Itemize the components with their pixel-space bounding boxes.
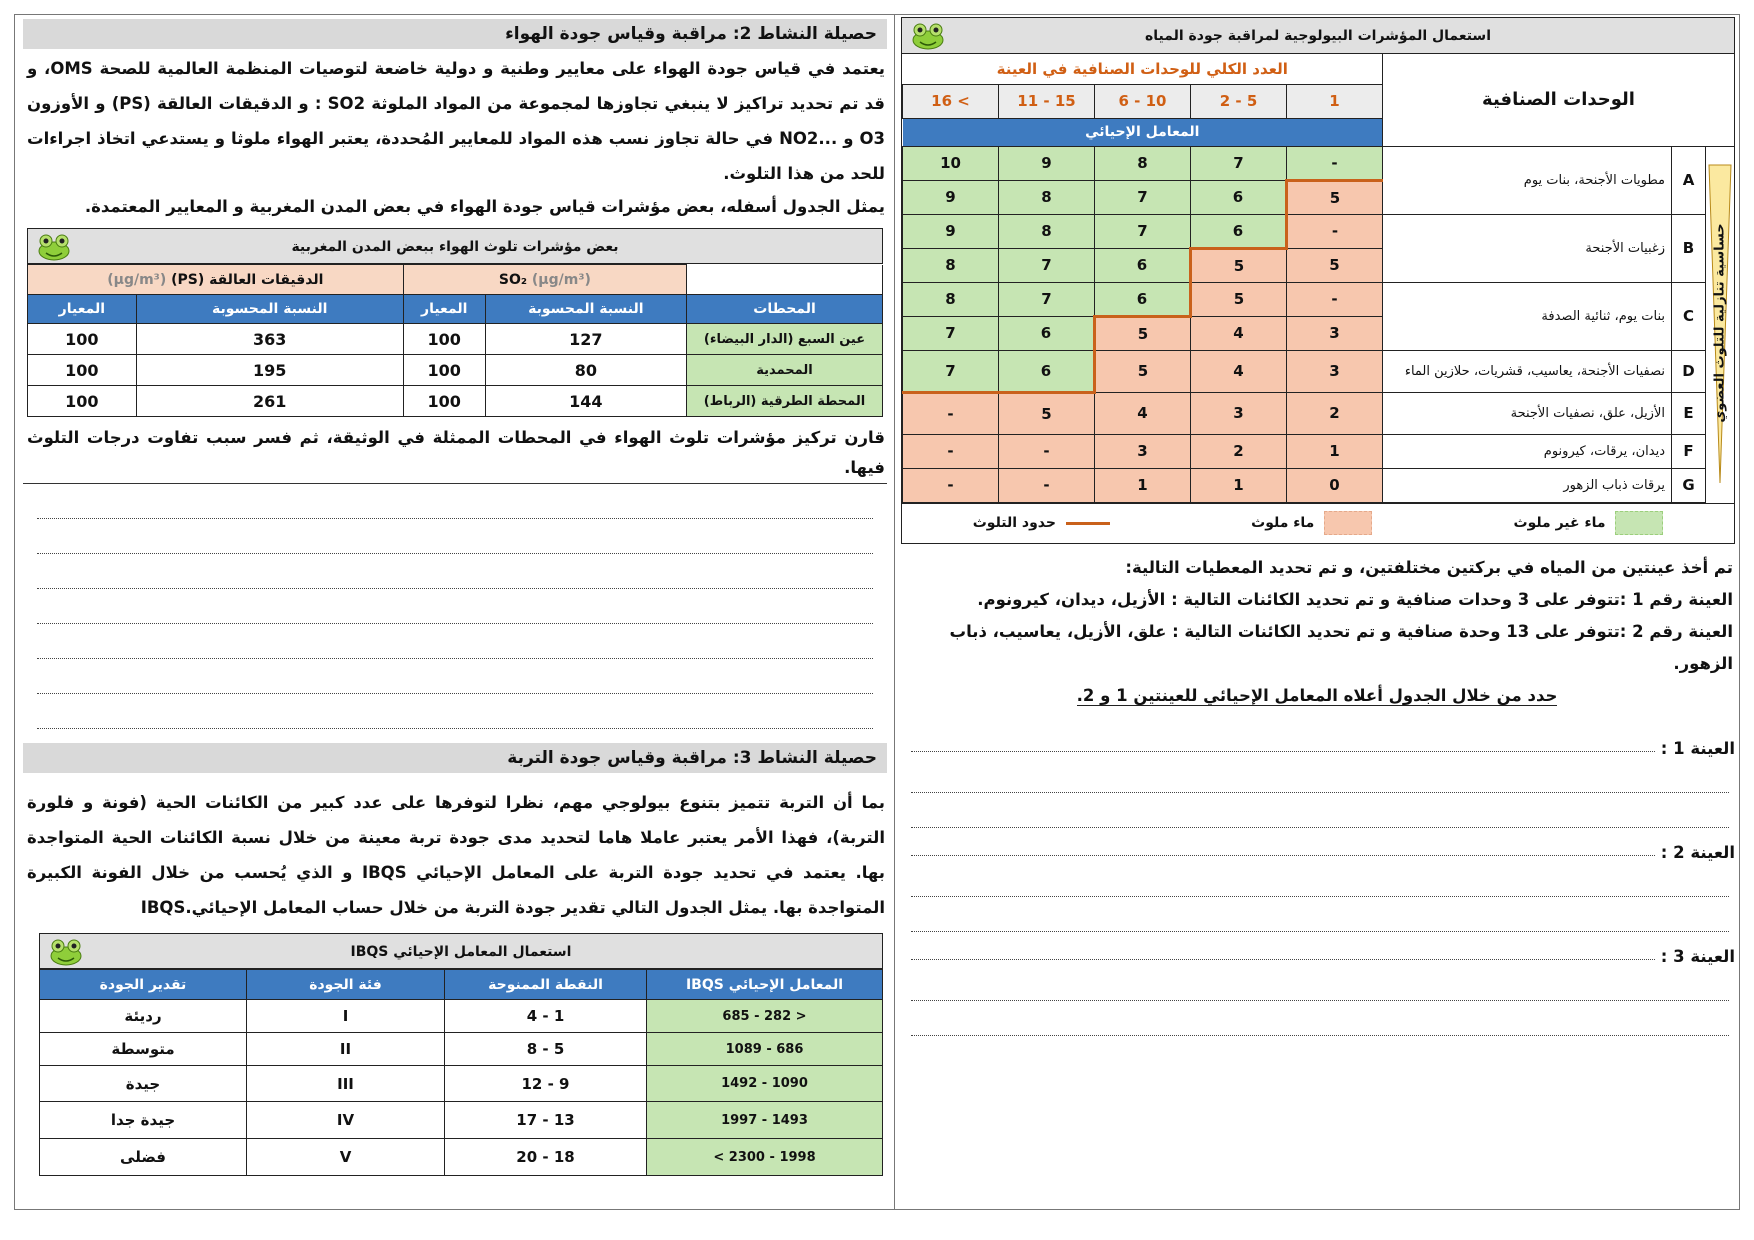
index-cell: 7 [999,248,1095,282]
answer-3-label: العينة 3 : [1660,946,1735,966]
bio-index-table [901,17,1735,544]
samples-answers [901,724,1735,1036]
taxon-name: بنات يوم، ثنائية الصدفة [1383,282,1672,350]
table-row [40,1139,883,1176]
ibqs-range: 686 - 1089 [647,1033,883,1066]
index-cell: 5 [1191,282,1287,316]
index-cell: 8 [903,248,999,282]
quality-header: تقدير الجودة [40,970,247,1000]
points: 18 - 20 [445,1139,647,1176]
sensitivity-arrow [1706,146,1735,502]
so2-unit: (µg/m³) [531,271,591,288]
answer-lines-activity2 [23,484,887,729]
index-cell: 2 [1287,392,1383,434]
legend-clean [1514,511,1664,535]
answer-line[interactable] [911,751,1655,752]
right-column [901,15,1735,1209]
answer-line[interactable] [911,1001,1729,1036]
legend [902,503,1734,543]
table-row [28,386,883,417]
index-cell: - [1287,146,1383,180]
index-cell: 5 [1095,350,1191,392]
quality-rating: جيدة [40,1066,247,1102]
index-cell: 6 [1191,214,1287,248]
frog-icon [34,232,74,262]
total-units-label: العدد الكلي للوحدات الصنافية في العينة [903,54,1383,84]
legend-limit-line [1066,522,1110,525]
left-column [23,15,887,1209]
answer-line[interactable] [911,959,1655,960]
bio-grid [902,54,1734,503]
index-cell: - [999,434,1095,468]
legend-limit-label: حدود التلوث [972,515,1056,531]
index-cell: 1 [1191,468,1287,502]
activity2-question: قارن تركيز مؤشرات تلوث الهواء في المحطات الممثلة في الوثيقة، ثم فسر سبب تفاوت درجات التلوث فيها. [23,423,887,484]
ibqs-table-title [39,933,883,969]
answer-line[interactable] [37,589,873,624]
column-divider [894,15,895,1209]
group-letter: A [1672,146,1706,214]
range-3: 10 - 6 [1095,84,1191,118]
range-5: > 16 [903,84,999,118]
ibqs-table-body [39,969,883,1176]
ibqs-table-title-text: استعمال المعامل الإحيائي IBQS [350,944,572,960]
legend-polluted [1251,511,1372,535]
so2-calc: 144 [485,386,686,417]
blank-header-cell [687,265,883,295]
quality-class: I [247,1000,445,1033]
so2-norm: 100 [403,355,485,386]
index-cell: - [1287,282,1383,316]
units-label: الوحدات الصنافية [1383,54,1735,146]
index-cell: 7 [1095,214,1191,248]
group-letter: E [1672,392,1706,434]
station-name: المحمدية [687,355,883,386]
quality-rating: فضلى [40,1139,247,1176]
answer-line[interactable] [37,484,873,519]
index-cell: 1 [1095,468,1191,502]
bio-table-title [902,18,1734,54]
index-cell: 6 [1191,180,1287,214]
ps-calc: 195 [136,355,403,386]
station-name: المحطة الطرقية (الرباط) [687,386,883,417]
stations-header: المحطات [687,295,883,324]
group-letter: D [1672,350,1706,392]
taxon-name: مطويات الأجنحة، بنات يوم [1383,146,1672,214]
so2-label: SO₂ [498,271,528,288]
answer-1-label: العينة 1 : [1660,738,1735,758]
range-1: 1 [1287,84,1383,118]
index-cell: - [1287,214,1383,248]
frog-icon [46,937,86,967]
biotic-index-label: المعامل الإحيائي [903,118,1383,146]
index-cell: 7 [999,282,1095,316]
taxon-name: نصفيات الأجنحة، يعاسيب، قشريات، حلازين الماء [1383,350,1672,392]
points: 5 - 8 [445,1033,647,1066]
index-cell: 1 [1287,434,1383,468]
index-cell: 7 [1095,180,1191,214]
range-2: 5 - 2 [1191,84,1287,118]
points: 9 - 12 [445,1066,647,1102]
index-cell: 5 [1191,248,1287,282]
taxon-name: يرقات ذباب الزهور [1383,468,1672,502]
activity3-title: حصيلة النشاط 3: مراقبة وقياس جودة التربة [23,743,887,773]
index-cell: 5 [1287,248,1383,282]
index-cell: - [903,434,999,468]
group-letter: F [1672,434,1706,468]
answer-line[interactable] [37,519,873,554]
answer-line[interactable] [37,624,873,659]
table-row [40,1066,883,1102]
worksheet-page [14,14,1740,1210]
air-table-title [27,228,883,264]
quality-rating: رديئة [40,1000,247,1033]
ibqs-header: المعامل الإحيائي IBQS [647,970,883,1000]
group-letter: G [1672,468,1706,502]
activity3-paragraph: بما أن التربة تتميز بتنوع بيولوجي مهم، نظرا لتوفرها على عدد كبير من الكائنات الحية (فونة و فلورة التربة)، فهذا الأمر يعتبر عاملا هاما لتحديد مدى جودة تربة معينة من خلال نسبة الكائنات الحية المتواجدة بها. يعتمد في تحديد جودة التربة على المعامل الإحيائي IBQS و الذي يُحسب من خلال الفونة الكبيرة المتواجدة بها. يمثل الجدول التالي تقدير جودة التربة من خلال حساب المعامل الإحيائي.IBQS [27,793,885,917]
ps-norm: 100 [28,386,137,417]
so2-calc-header: النسبة المحسوبة [485,295,686,324]
index-cell: 9 [999,146,1095,180]
index-cell: - [903,468,999,502]
index-cell: 5 [1095,316,1191,350]
legend-clean-label: ماء غير ملوث [1513,515,1606,531]
index-cell: 9 [903,180,999,214]
air-table-title-text: بعض مؤشرات تلوث الهواء ببعض المدن المغربية [291,239,619,255]
legend-clean-swatch [1615,511,1663,535]
so2-calc: 80 [485,355,686,386]
index-cell: 8 [999,214,1095,248]
so2-norm-header: المعيار [403,295,485,324]
quality-class: III [247,1066,445,1102]
index-cell: 4 [1095,392,1191,434]
bio-table-title-text: استعمال المؤشرات البيولوجية لمراقبة جودة المياه [1144,28,1491,44]
points: 1 - 4 [445,1000,647,1033]
index-cell: 6 [1095,282,1191,316]
index-cell: 7 [903,350,999,392]
sample-1-description: العينة رقم 1 :تتوفر على 3 وحدات صنافية و تم تحديد الكائنات التالية : الأزيل، ديدان، كيرونوم. [977,589,1733,609]
activity2-title: حصيلة النشاط 2: مراقبة وقياس جودة الهواء [23,19,887,49]
index-cell: 6 [999,350,1095,392]
index-cell: 8 [903,282,999,316]
index-cell: 5 [999,392,1095,434]
taxon-name: زغبيات الأجنحة [1383,214,1672,282]
samples-intro: تم أخذ عينتين من المياه في بركتين مختلفتين، و تم تحديد المعطيات التالية: [1125,557,1733,577]
table-row [40,1000,883,1033]
ps-calc-header: النسبة المحسوبة [136,295,403,324]
answer-line[interactable] [911,855,1655,856]
samples-question: حدد من خلال الجدول أعلاه المعامل الإحيائي للعينتين 1 و 2. [1076,685,1558,705]
station-name: عين السبع (الدار البيضاء) [687,324,883,355]
ps-calc: 363 [136,324,403,355]
ps-calc: 261 [136,386,403,417]
air-quality-table [27,228,883,417]
index-cell: 3 [1191,392,1287,434]
quality-rating: جيدة جدا [40,1102,247,1139]
index-cell: 0 [1287,468,1383,502]
answer-line[interactable] [911,758,1729,793]
answer-line[interactable] [37,554,873,589]
taxon-name: ديدان، يرقات، كيرونوم [1383,434,1672,468]
class-header: فئة الجودة [247,970,445,1000]
index-cell: 9 [903,214,999,248]
group-letter: B [1672,214,1706,282]
answer-line[interactable] [911,897,1729,932]
so2-norm: 100 [403,324,485,355]
air-table [27,264,883,417]
index-cell: - [903,392,999,434]
ps-unit: (µg/m³) [107,271,167,288]
quality-class: II [247,1033,445,1066]
answer-line[interactable] [37,694,873,729]
taxon-name: الأزيل، علق، نصفيات الأجنحة [1383,392,1672,434]
quality-class: V [247,1139,445,1176]
table-row [28,355,883,386]
so2-calc: 127 [485,324,686,355]
so2-group-header [403,265,686,295]
answer-2-label: العينة 2 : [1660,842,1735,862]
table-row [28,324,883,355]
ps-label: الدقيقات العالقة (PS) [171,271,324,288]
answer-line[interactable] [911,862,1729,897]
index-cell: 3 [1287,350,1383,392]
table-row [40,1102,883,1139]
index-cell: 8 [999,180,1095,214]
ps-group-header [28,265,404,295]
ps-norm: 100 [28,355,137,386]
ibqs-range: 1090 - 1492 [647,1066,883,1102]
legend-limit [973,515,1110,531]
ibqs-range: < 282 - 685 [647,1000,883,1033]
index-cell: 8 [1095,146,1191,180]
ps-norm-header: المعيار [28,295,137,324]
index-cell: 3 [1287,316,1383,350]
index-cell: 7 [903,316,999,350]
index-cell: 6 [999,316,1095,350]
samples-text [901,552,1735,712]
range-4: 15 - 11 [999,84,1095,118]
ibqs-range: 1493 - 1997 [647,1102,883,1139]
index-cell: 4 [1191,316,1287,350]
index-cell: 2 [1191,434,1287,468]
ibqs-range: 1998 - 2300 > [647,1139,883,1176]
ps-norm: 100 [28,324,137,355]
quality-rating: متوسطة [40,1033,247,1066]
points-header: النقطة الممنوحة [445,970,647,1000]
sample-2-description: العينة رقم 2 :تتوفر على 13 وحدة صنافية و تم تحديد الكائنات التالية : علق، الأزيل، يعاسيب، ذباب الزهور. [949,621,1733,673]
index-cell: 10 [903,146,999,180]
so2-norm: 100 [403,386,485,417]
index-cell: - [999,468,1095,502]
index-cell: 7 [1191,146,1287,180]
points: 13 - 17 [445,1102,647,1139]
group-letter: C [1672,282,1706,350]
legend-polluted-label: ماء ملوث [1251,515,1315,531]
answer-line[interactable] [911,966,1729,1001]
sensitivity-label: حساسية تنازلية للتلوث العضوي [1712,223,1728,423]
answer-line[interactable] [911,793,1729,828]
index-cell: 3 [1095,434,1191,468]
frog-icon [908,21,948,51]
answer-line[interactable] [37,659,873,694]
activity2-table-intro: يمثل الجدول أسفله، بعض مؤشرات قياس جودة الهواء في بعض المدن المغربية و المعايير المعتمدة. [84,197,885,216]
ibqs-table [39,933,883,1176]
table-row [40,1033,883,1066]
index-cell: 4 [1191,350,1287,392]
legend-polluted-swatch [1324,511,1372,535]
activity2-paragraph: يعتمد في قياس جودة الهواء على معايير وطنية و دولية خاضعة لتوصيات المنظمة العالمية للصحة OMS، و قد تم تحديد تراكيز لا ينبغي تجاوزها لمجموعة من المواد الملوثة SO2 : و الدقيقات العالقة (PS) و الأوزون O3 و ...NO2 في حالة تجاوز نسب هذه المواد للمعايير المُحددة، يعتبر الهواء ملوثا و يستدعي اتخاذ اجراءات للحد من هذا التلوث. [27,59,885,183]
index-cell: 6 [1095,248,1191,282]
index-cell: 5 [1287,180,1383,214]
quality-class: IV [247,1102,445,1139]
